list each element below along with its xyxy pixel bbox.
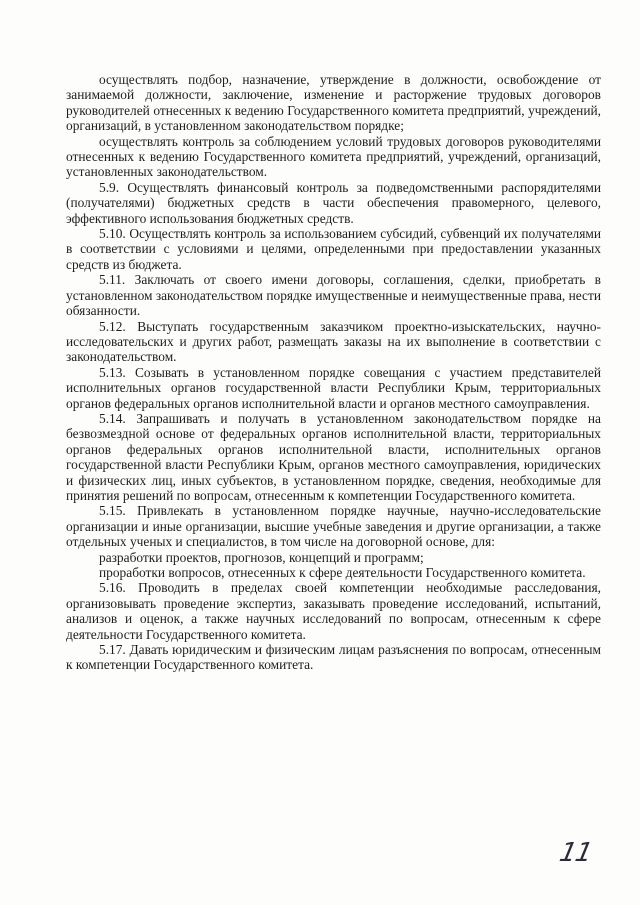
paragraph: 5.11. Заключать от своего имени договоры, соглашения, сделки, приобретать в установленном законодательством порядке имущественные и неимущественные права, нести обязанности. (66, 272, 601, 319)
paragraph: 5.12. Выступать государственным заказчиком проектно-изыскательских, научно-исследовательских и других работ, размещать заказы на их выполнение в соответствии с законодательством. (66, 318, 601, 365)
document-body (66, 72, 601, 673)
paragraph: 5.15. Привлекать в установленном порядке научные, научно-исследовательские организации и иные организации, высшие учебные заведения и другие организации, а также отдельных ученых и специалистов, в том числе на договорной основе, для: (66, 503, 601, 550)
paragraph: 5.10. Осуществлять контроль за использованием субсидий, субвенций их получателями в соответствии с условиями и целями, определенными при предоставлении указанных средств из бюджета. (66, 226, 601, 272)
page-number: 11 (556, 838, 595, 868)
paragraph: 5.13. Созывать в установленном порядке совещания с участием представителей исполнительных органов государственной власти Республики Крым, территориальных органов федеральных органов исполнительной власти и органов местного самоуправления. (66, 364, 601, 411)
paragraph: разработки проектов, прогнозов, концепций и программ; (99, 549, 424, 565)
paragraph: 5.17. Давать юридическим и физическим лицам разъяснения по вопросам, отнесенным к компетенции Государственного комитета. (66, 642, 601, 673)
paragraph: осуществлять контроль за соблюдением условий трудовых договоров руководителями отнесенных к ведению Государственного комитета предприятий, учреждений, организаций, установленных законодательством. (66, 133, 601, 180)
paragraph: 5.16. Проводить в пределах своей компетенции необходимые расследования, организовывать проведение экспертиз, заказывать проведение исследований, испытаний, анализов и оценок, а также научных исследований по вопросам, отнесенным к сфере деятельности Государственного комитета. (66, 580, 601, 642)
paragraph: осуществлять подбор, назначение, утверждение в должности, освобождение от занимаемой должности, заключение, изменение и расторжение трудовых договоров руководителей отнесенных к ведению Государственного комитета предприятий, учреждений, организаций, в установленном законодательством порядке; (66, 72, 601, 134)
paragraph: 5.9. Осуществлять финансовый контроль за подведомственными распорядителями (получателями) бюджетных средств в части обеспечения правомерного, целевого, эффективного использования бюджетных средств. (66, 179, 601, 226)
paragraph: 5.14. Запрашивать и получать в установленном законодательством порядке на безвозмездной основе от федеральных органов исполнительной власти, территориальных органов федеральных органов исполнительной власти, исполнительных органов государственной власти Республики Крым, органов местного самоуправления, юридических и физических лиц, иных субъектов, в установленном порядке, сведения, необходимые для принятия решений по вопросам, отнесенным к компетенции Государственного комитета. (66, 410, 601, 503)
paragraph: проработки вопросов, отнесенных к сфере деятельности Государственного комитета. (99, 565, 586, 580)
